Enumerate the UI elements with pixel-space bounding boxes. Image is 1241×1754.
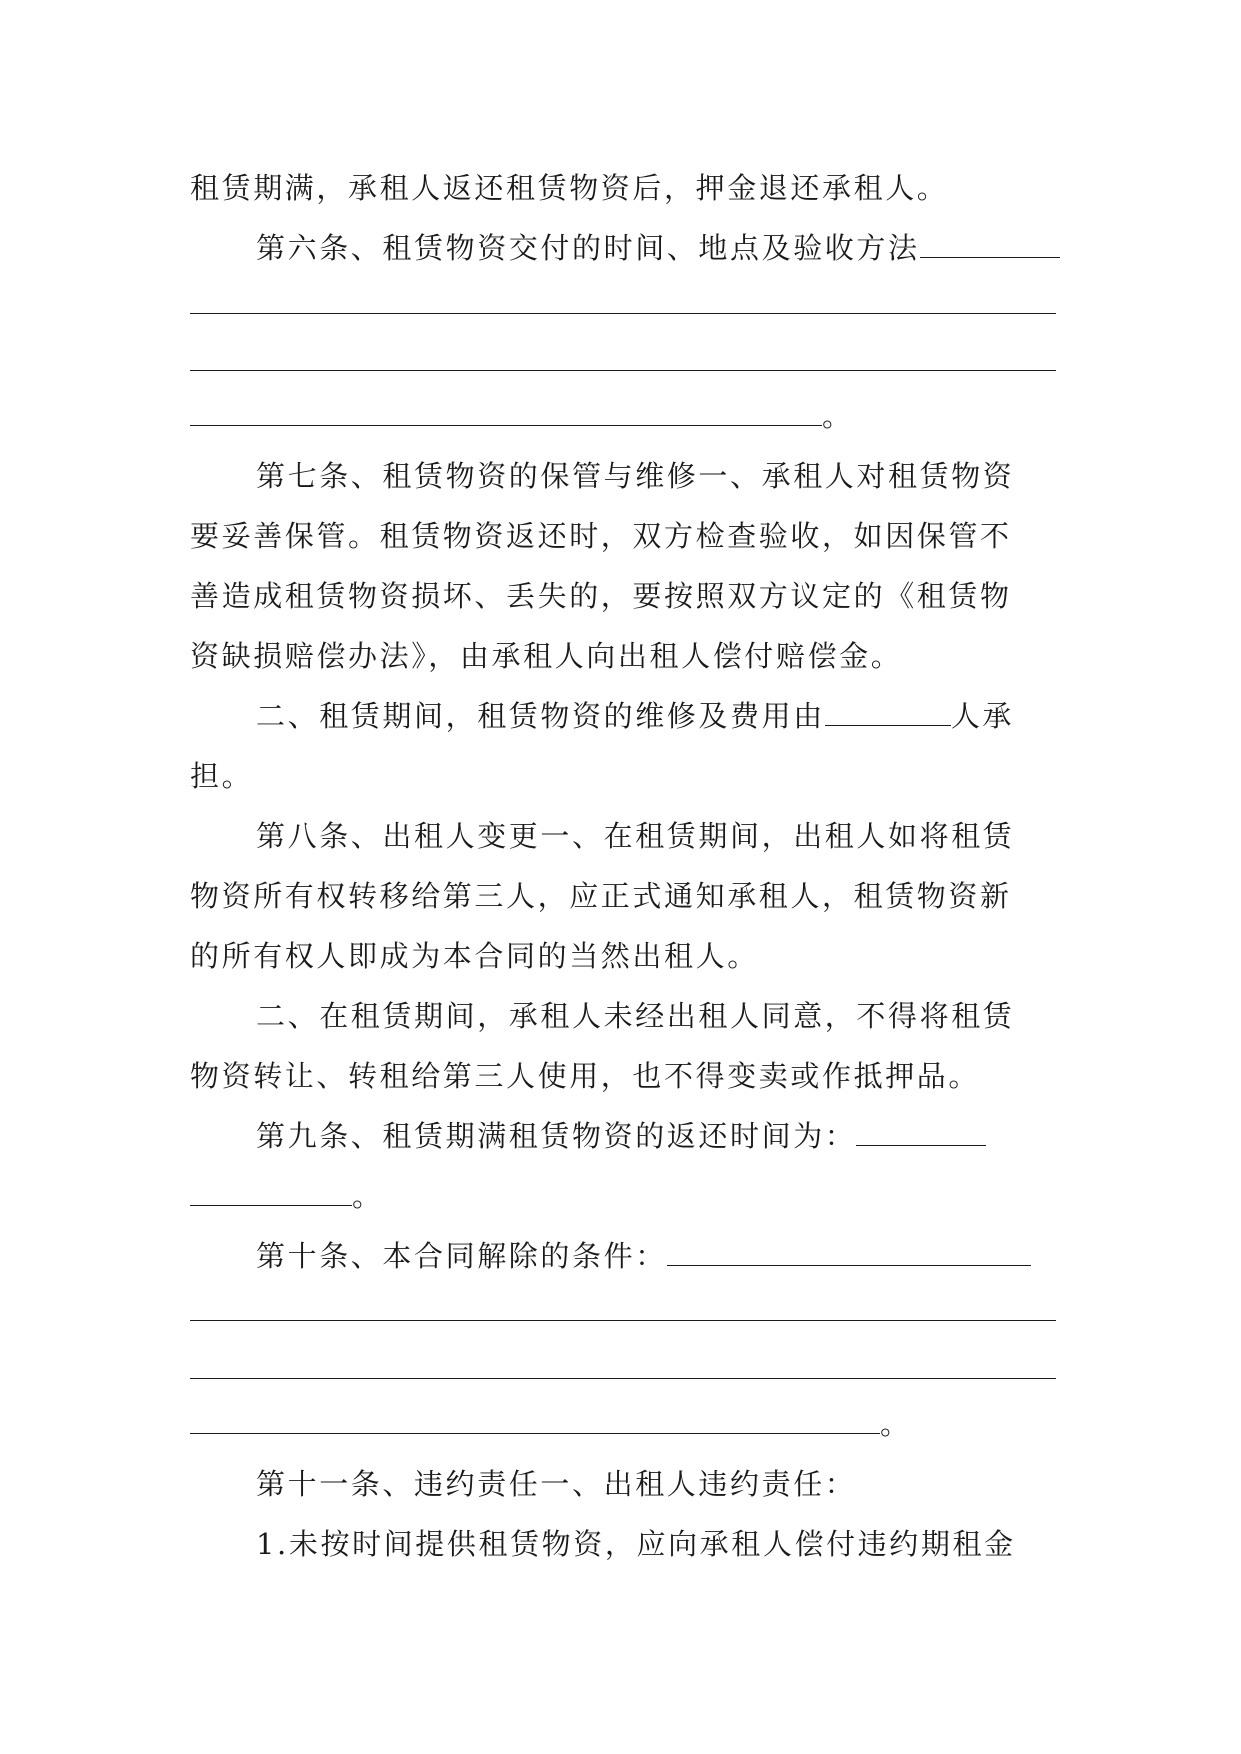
fill-in-blank-line[interactable] bbox=[190, 1320, 1056, 1321]
paragraph-line: 善造成租赁物资损坏、丢失的，要按照双方议定的《租赁物 bbox=[190, 579, 1012, 613]
fill-in-blank-line[interactable] bbox=[190, 313, 1056, 314]
fill-in-blank-line[interactable] bbox=[190, 370, 1056, 371]
fill-in-blank[interactable] bbox=[190, 401, 822, 426]
fill-in-blank[interactable] bbox=[190, 1409, 880, 1434]
paragraph-line: 租赁期满，承租人返还租赁物资后，押金退还承租人。 bbox=[190, 171, 949, 205]
article-8-heading: 第八条、出租人变更一、在租赁期间，出租人如将租赁 bbox=[256, 819, 1015, 853]
paragraph-line: 资缺损赔偿办法》，由承租人向出租人偿付赔偿金。 bbox=[190, 639, 903, 673]
fill-in-blank[interactable] bbox=[920, 233, 1060, 258]
article-8-clause-2: 二、在租赁期间，承租人未经出租人同意，不得将租赁 bbox=[256, 999, 1015, 1033]
article-9-blank-end: 。 bbox=[190, 1176, 1056, 1216]
fill-in-blank[interactable] bbox=[190, 1181, 352, 1206]
paragraph-line: 的所有权人即成为本合同的当然出租人。 bbox=[190, 939, 759, 973]
paragraph-line: 担。 bbox=[190, 759, 254, 793]
fill-in-blank[interactable] bbox=[856, 1121, 986, 1146]
fill-in-blank-line[interactable] bbox=[190, 1378, 1056, 1379]
fill-in-blank[interactable] bbox=[667, 1241, 1031, 1266]
paragraph-line: 物资所有权转移给第三人，应正式通知承租人，租赁物资新 bbox=[190, 879, 1012, 913]
article-7-clause-2: 二、租赁期间，租赁物资的维修及费用由 人承 bbox=[256, 699, 1015, 733]
article-6-heading: 第六条、租赁物资交付的时间、地点及验收方法 bbox=[256, 228, 1056, 268]
article-11-item-1: 1.未按时间提供租赁物资，应向承租人偿付违约期租金 bbox=[256, 1527, 1016, 1561]
paragraph-line: 要妥善保管。租赁物资返还时，双方检查验收，如因保管不 bbox=[190, 519, 1012, 553]
article-9-heading: 第九条、租赁期满租赁物资的返还时间为： bbox=[256, 1116, 1056, 1156]
article-11-heading: 第十一条、违约责任一、出租人违约责任： bbox=[256, 1467, 857, 1501]
fill-in-blank[interactable] bbox=[825, 701, 951, 726]
paragraph-line: 物资转让、转租给第三人使用，也不得变卖或作抵押品。 bbox=[190, 1059, 981, 1093]
article-7-heading: 第七条、租赁物资的保管与维修一、承租人对租赁物资 bbox=[256, 459, 1015, 493]
article-10-blank-end: 。 bbox=[190, 1404, 1056, 1444]
article-10-heading: 第十条、本合同解除的条件： bbox=[256, 1236, 1056, 1276]
article-6-blank-end: 。 bbox=[190, 396, 1056, 436]
